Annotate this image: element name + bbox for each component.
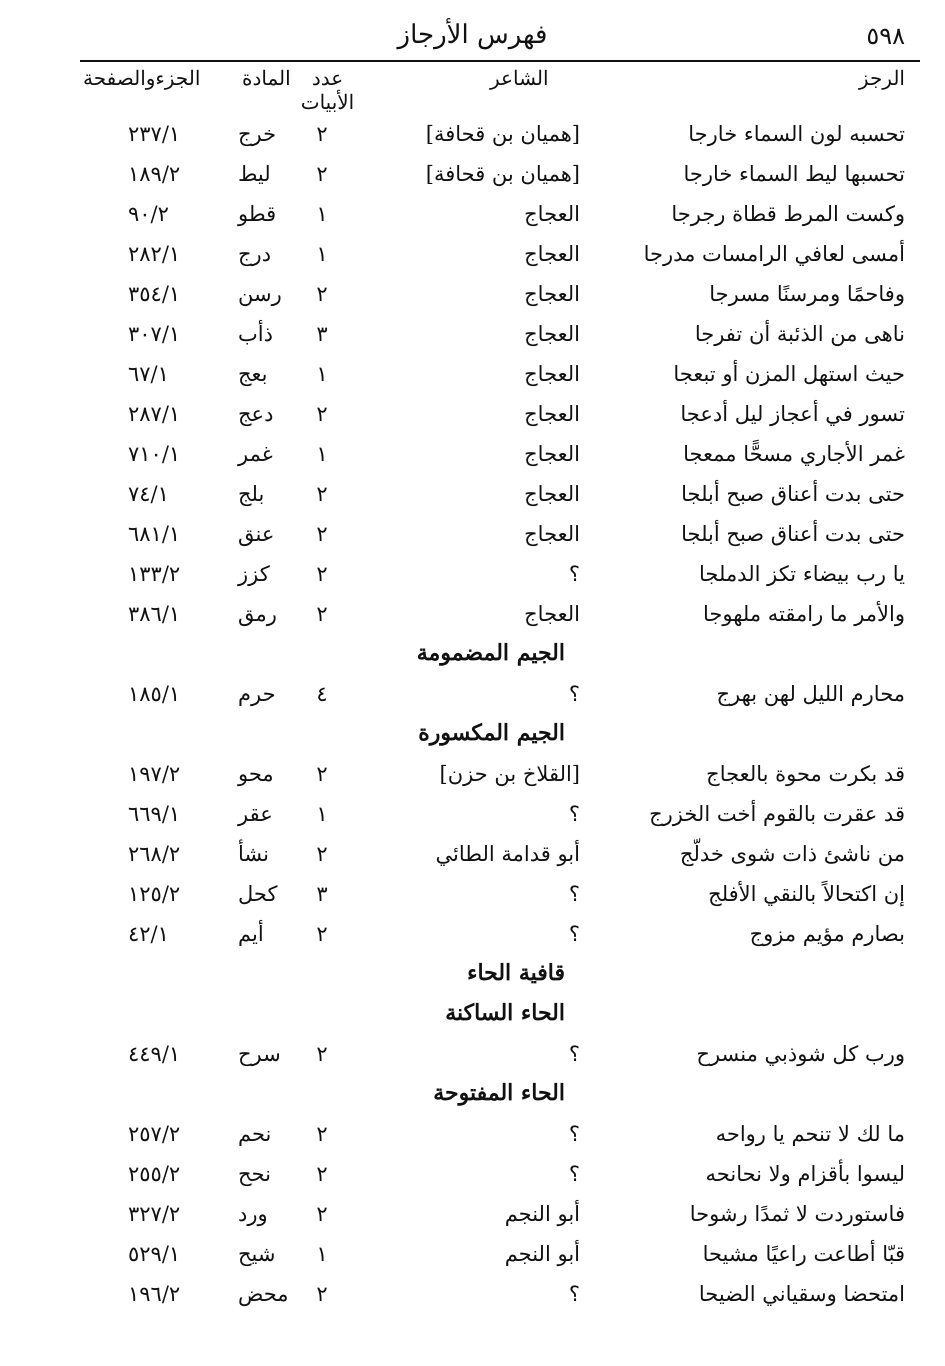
root-material: نحح xyxy=(238,1162,271,1186)
poet-name: العجاج xyxy=(524,362,580,386)
header-rule xyxy=(80,60,920,62)
volume-page: ٢٨٢/١ xyxy=(128,242,181,266)
rajaz-verse: أمسى لعافي الرامسات مدرجا xyxy=(643,242,905,266)
rajaz-verse: محارم الليل لهن بهرج xyxy=(716,682,905,706)
poet-name: ؟ xyxy=(568,802,580,826)
volume-page: ٣٢٧/٢ xyxy=(128,1202,181,1226)
verse-count: ٢ xyxy=(316,482,328,506)
rajaz-verse: وفاحمًا ومرسنًا مسرجا xyxy=(709,282,905,306)
volume-page: ٧٤/١ xyxy=(128,482,169,506)
table-row xyxy=(0,318,945,358)
section-title: الحاء الساكنة xyxy=(445,1000,565,1026)
table-row xyxy=(0,798,945,838)
verse-count: ٢ xyxy=(316,1202,328,1226)
table-row xyxy=(0,238,945,278)
poet-name: العجاج xyxy=(524,282,580,306)
rajaz-verse: ورب كل شوذبي منسرح xyxy=(696,1042,905,1066)
root-material: دعج xyxy=(238,402,274,426)
root-material: عقر xyxy=(238,802,273,826)
section-title: الجيم المضمومة xyxy=(416,640,565,666)
poet-name: العجاج xyxy=(524,242,580,266)
verse-count: ٢ xyxy=(316,1162,328,1186)
verse-count: ٢ xyxy=(316,162,328,186)
poet-name: أبو قدامة الطائي xyxy=(435,842,580,866)
table-row xyxy=(0,1278,945,1318)
volume-page: ٤٢/١ xyxy=(128,922,169,946)
root-material: ورد xyxy=(238,1202,268,1226)
verse-count: ٢ xyxy=(316,562,328,586)
root-material: كزز xyxy=(238,562,270,586)
verse-count: ٢ xyxy=(316,282,328,306)
root-material: درج xyxy=(238,242,272,266)
volume-page: ٢٥٥/٢ xyxy=(128,1162,181,1186)
rajaz-verse: ناهى من الذئبة أن تفرجا xyxy=(694,322,905,346)
table-row xyxy=(0,1198,945,1238)
poet-name: أبو النجم xyxy=(504,1242,580,1266)
section-heading xyxy=(0,718,945,758)
rajaz-verse: بصارم مؤيم مزوج xyxy=(749,922,905,946)
poet-name: [هميان بن قحافة] xyxy=(425,162,580,186)
table-row xyxy=(0,758,945,798)
volume-page: ٢٣٧/١ xyxy=(128,122,181,146)
root-material: كحل xyxy=(238,882,278,906)
root-material: محض xyxy=(238,1282,289,1306)
poet-name: ؟ xyxy=(568,922,580,946)
rajaz-verse: من ناشئ ذات شوى خدلّج xyxy=(679,842,905,866)
root-material: خرج xyxy=(238,122,277,146)
verse-count: ١ xyxy=(316,1242,328,1266)
volume-page: ٤٤٩/١ xyxy=(128,1042,181,1066)
rajaz-verse: تسور في أعجاز ليل أدعجا xyxy=(680,402,905,426)
verse-count: ٣ xyxy=(316,322,328,346)
poet-name: العجاج xyxy=(524,402,580,426)
volume-page: ٥٢٩/١ xyxy=(128,1242,181,1266)
table-row xyxy=(0,1118,945,1158)
volume-page: ١٨٩/٢ xyxy=(128,162,181,186)
table-row xyxy=(0,278,945,318)
section-title: الحاء المفتوحة xyxy=(433,1080,565,1106)
table-row xyxy=(0,558,945,598)
column-header-material: المادة xyxy=(242,66,291,90)
volume-page: ٩٠/٢ xyxy=(128,202,169,226)
volume-page: ٣٨٦/١ xyxy=(128,602,181,626)
root-material: ليط xyxy=(238,162,271,186)
poet-name: العجاج xyxy=(524,202,580,226)
verse-count: ٢ xyxy=(316,1282,328,1306)
root-material: بلج xyxy=(238,482,265,506)
column-header-poet: الشاعر xyxy=(490,66,549,90)
root-material: شيح xyxy=(238,1242,276,1266)
root-material: سرح xyxy=(238,1042,281,1066)
table-row xyxy=(0,478,945,518)
poet-name: العجاج xyxy=(524,522,580,546)
verse-count: ١ xyxy=(316,362,328,386)
verse-count: ٣ xyxy=(316,882,328,906)
verse-count: ١ xyxy=(316,442,328,466)
rajaz-verse: قبّا أطاعت راعيًا مشيحا xyxy=(702,1242,905,1266)
page-number: ٥٩٨ xyxy=(866,22,905,50)
verse-count: ٢ xyxy=(316,922,328,946)
table-row xyxy=(0,358,945,398)
rajaz-verse: تحسبه لون السماء خارجا xyxy=(688,122,905,146)
poet-name: العجاج xyxy=(524,602,580,626)
verse-count: ٢ xyxy=(316,1122,328,1146)
table-row xyxy=(0,518,945,558)
poet-name: [هميان بن قحافة] xyxy=(425,122,580,146)
section-heading xyxy=(0,958,945,998)
volume-page: ٢٨٧/١ xyxy=(128,402,181,426)
volume-page: ٧١٠/١ xyxy=(128,442,181,466)
root-material: محو xyxy=(238,762,274,786)
column-header-count: عدد الأبيات xyxy=(300,66,355,114)
verse-count: ١ xyxy=(316,802,328,826)
rajaz-verse: غمر الأجاري مسحًّا ممعجا xyxy=(683,442,905,466)
rajaz-verse: قد بكرت محوة بالعجاج xyxy=(706,762,905,786)
verse-count: ٤ xyxy=(316,682,328,706)
root-material: نحم xyxy=(238,1122,272,1146)
volume-page: ١٨٥/١ xyxy=(128,682,181,706)
table-row xyxy=(0,158,945,198)
rajaz-verse: حتى بدت أعناق صبح أبلجا xyxy=(681,482,905,506)
section-heading xyxy=(0,998,945,1038)
root-material: نشأ xyxy=(238,842,269,866)
volume-page: ٦٧/١ xyxy=(128,362,169,386)
root-material: غمر xyxy=(238,442,273,466)
verse-count: ٢ xyxy=(316,402,328,426)
section-title: الجيم المكسورة xyxy=(418,720,565,746)
table-row xyxy=(0,598,945,638)
section-heading xyxy=(0,1078,945,1118)
poet-name: ؟ xyxy=(568,1122,580,1146)
rajaz-verse: ليسوا بأقزام ولا نحانحه xyxy=(705,1162,905,1186)
table-row xyxy=(0,198,945,238)
root-material: بعج xyxy=(238,362,268,386)
rajaz-verse: يا رب بيضاء تكز الدملجا xyxy=(699,562,905,586)
rajaz-verse: قد عقرت بالقوم أخت الخزرج xyxy=(649,802,905,826)
column-header-rajaz: الرجز xyxy=(858,66,905,90)
root-material: قطو xyxy=(238,202,277,226)
table-row xyxy=(0,438,945,478)
rajaz-verse: حيث استهل المزن أو تبعجا xyxy=(673,362,905,386)
table-row xyxy=(0,118,945,158)
root-material: ذأب xyxy=(238,322,273,346)
verse-count: ٢ xyxy=(316,522,328,546)
rajaz-verse: وكست المرط قطاة رجرجا xyxy=(671,202,905,226)
rajaz-verse: تحسبها ليط السماء خارجا xyxy=(683,162,905,186)
volume-page: ١٩٧/٢ xyxy=(128,762,181,786)
rajaz-verse: امتحضا وسقياني الضيحا xyxy=(698,1282,905,1306)
volume-page: ١٩٦/٢ xyxy=(128,1282,181,1306)
volume-page: ١٣٣/٢ xyxy=(128,562,181,586)
section-heading xyxy=(0,638,945,678)
root-material: رسن xyxy=(238,282,282,306)
root-material: أيم xyxy=(238,922,264,946)
root-material: رمق xyxy=(238,602,277,626)
verse-count: ١ xyxy=(316,242,328,266)
poet-name: [القلاخ بن حزن] xyxy=(439,762,580,786)
table-row xyxy=(0,1238,945,1278)
poet-name: العجاج xyxy=(524,322,580,346)
table-row xyxy=(0,878,945,918)
rajaz-verse: ما لك لا تنحم يا رواحه xyxy=(715,1122,905,1146)
verse-count: ٢ xyxy=(316,842,328,866)
index-table xyxy=(0,118,945,1318)
volume-page: ٢٦٨/٢ xyxy=(128,842,181,866)
volume-page: ٣٥٤/١ xyxy=(128,282,181,306)
verse-count: ٢ xyxy=(316,762,328,786)
volume-page: ١٢٥/٢ xyxy=(128,882,181,906)
volume-page: ٢٥٧/٢ xyxy=(128,1122,181,1146)
verse-count: ٢ xyxy=(316,1042,328,1066)
table-row xyxy=(0,838,945,878)
volume-page: ٦٨١/١ xyxy=(128,522,181,546)
poet-name: العجاج xyxy=(524,482,580,506)
rajaz-verse: والأمر ما رامقته ملهوجا xyxy=(702,602,905,626)
volume-page: ٣٠٧/١ xyxy=(128,322,181,346)
poet-name: أبو النجم xyxy=(504,1202,580,1226)
page-title: فهرس الأرجاز xyxy=(397,20,548,50)
poet-name: ؟ xyxy=(568,1162,580,1186)
poet-name: ؟ xyxy=(568,1042,580,1066)
poet-name: العجاج xyxy=(524,442,580,466)
rajaz-verse: إن اكتحالاً بالنقي الأفلج xyxy=(708,882,905,906)
rajaz-verse: فاستوردت لا ثمدًا رشوحا xyxy=(689,1202,905,1226)
verse-count: ٢ xyxy=(316,602,328,626)
root-material: حرم xyxy=(238,682,276,706)
poet-name: ؟ xyxy=(568,1282,580,1306)
volume-page: ٦٦٩/١ xyxy=(128,802,181,826)
rajaz-verse: حتى بدت أعناق صبح أبلجا xyxy=(681,522,905,546)
table-row xyxy=(0,398,945,438)
poet-name: ؟ xyxy=(568,562,580,586)
section-title: قافية الحاء xyxy=(467,960,565,986)
verse-count: ١ xyxy=(316,202,328,226)
table-row xyxy=(0,918,945,958)
table-row xyxy=(0,1158,945,1198)
verse-count: ٢ xyxy=(316,122,328,146)
root-material: عنق xyxy=(238,522,275,546)
table-row xyxy=(0,1038,945,1078)
column-header-page: الجزءوالصفحة xyxy=(83,66,201,90)
table-row xyxy=(0,678,945,718)
poet-name: ؟ xyxy=(568,882,580,906)
poet-name: ؟ xyxy=(568,682,580,706)
